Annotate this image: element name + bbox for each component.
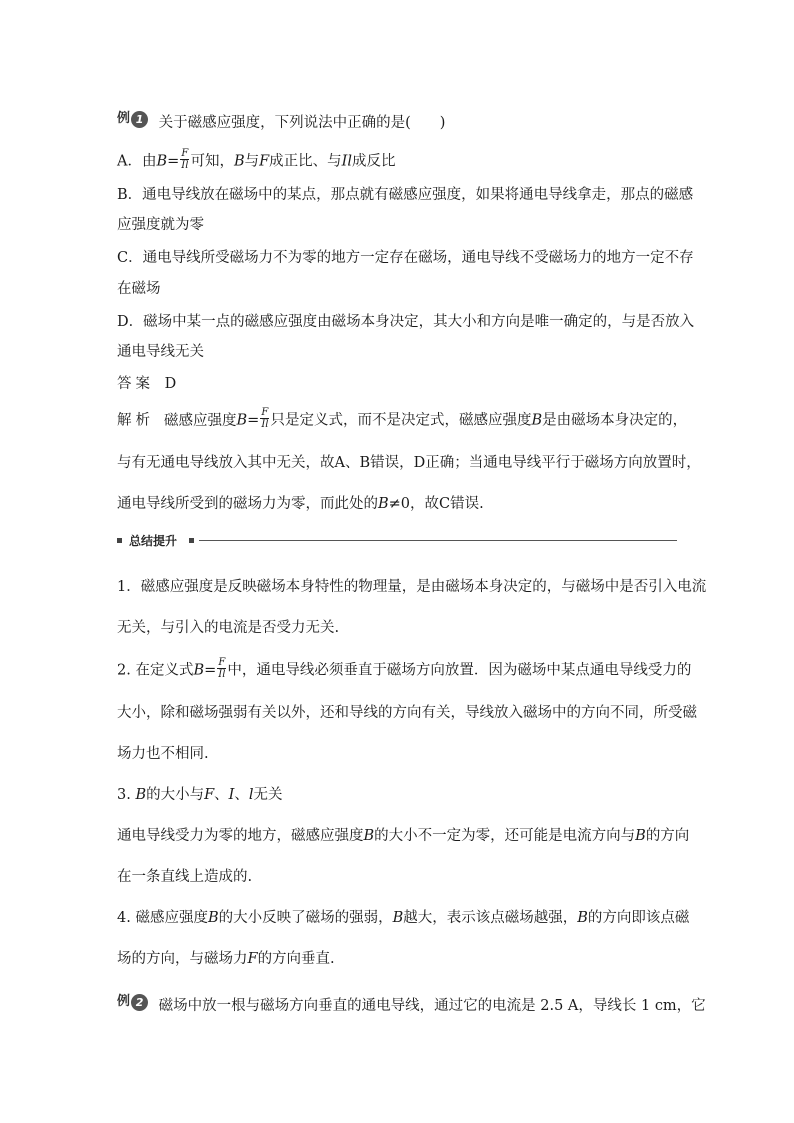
example1-question: 关于磁感应强度，下列说法中正确的是( ) — [158, 115, 446, 131]
option-c-line2: 在磁场 — [117, 281, 161, 297]
summary-header — [117, 534, 677, 548]
summary-point1-line1: 1．磁感应强度是反映磁场本身特性的物理量，是由磁场本身决定的，与磁场中是否引入电流 — [117, 579, 707, 595]
example2-question-line — [117, 996, 706, 1017]
fraction-f-over-il: $\frac{F}{Il}$ — [218, 657, 226, 680]
example2-badge — [117, 992, 148, 1012]
square-bullet-icon — [117, 538, 122, 543]
option-a: A．由B= $\frac{F}{Il}$ 可知，B与F成正比、与Il成反比 — [117, 148, 396, 171]
option-b-line2: 应强度就为零 — [117, 217, 204, 233]
summary-point3-line1: 3. B的大小与F、I、l无关 — [117, 787, 283, 803]
summary-point3-line2: 通电导线受力为零的地方，磁感应强度B的大小不一定为零，还可能是电流方向与B的方向 — [117, 828, 690, 844]
answer-value: D — [164, 376, 177, 392]
summary-point2-line1: 2. 在定义式B= $\frac{F}{Il}$ 中，通电导线必须垂直于磁场方向放置．因为磁场中某点通电导线受力的 — [117, 657, 692, 680]
summary-point2-line3: 场力也不相同. — [117, 746, 209, 762]
square-bullet-icon — [189, 538, 194, 543]
analysis-line3: 通电导线所受到的磁场力为零，而此处的B≠0，故C错误. — [117, 496, 484, 512]
answer-line — [117, 374, 176, 394]
divider — [199, 540, 677, 541]
example-number-icon: 2 — [131, 994, 148, 1011]
summary-title: 总结提升 — [129, 534, 178, 548]
example-label: 例 — [117, 994, 131, 1009]
analysis-line1: 解析 磁感应强度B= $\frac{F}{Il}$ 只是定义式，而不是决定式，磁感应强度B是由磁场本身决定的， — [117, 407, 688, 430]
option-d-line1: D．磁场中某一点的磁感应强度由磁场本身决定，其大小和方向是唯一确定的，与是否放入 — [117, 314, 695, 330]
answer-label: 答案 — [117, 376, 154, 392]
summary-point1-line2: 无关，与引入的电流是否受力无关. — [117, 620, 340, 636]
analysis-line2: 与有无通电导线放入其中无关，故A、B错误，D正确；当通电导线平行于磁场方向放置时， — [117, 455, 701, 471]
example-label: 例 — [117, 111, 131, 126]
option-c-line1: C．通电导线所受磁场力不为零的地方一定存在磁场，通电导线不受磁场力的地方一定不存 — [117, 250, 694, 266]
summary-point4-line2: 场的方向，与磁场力F的方向垂直. — [117, 951, 335, 967]
fraction-f-over-il: $\frac{F}{Il}$ — [261, 407, 269, 430]
summary-point3-line3: 在一条直线上造成的. — [117, 869, 253, 885]
equals-sign: = — [167, 153, 180, 170]
analysis-label: 解析 — [117, 412, 154, 429]
option-d-line2: 通电导线无关 — [117, 344, 204, 360]
variable-b: B — [156, 153, 168, 170]
summary-point2-line2: 大小，除和磁场强弱有关以外，还和导线的方向有关，导线放入磁场中的方向不同，所受磁 — [117, 705, 697, 721]
fraction-f-over-il: $\frac{F}{Il}$ — [181, 148, 189, 171]
example2-question: 磁场中放一根与磁场方向垂直的通电导线，通过它的电流是 2.5 A，导线长 1 cm，它 — [158, 998, 706, 1014]
example1-badge — [117, 109, 148, 129]
summary-point4-line1: 4. 磁感应强度B的大小反映了磁场的强弱，B越大，表示该点磁场越强，B的方向即该点磁 — [117, 910, 690, 926]
option-a-prefix: A．由 — [117, 153, 157, 170]
example1-question-line — [117, 113, 445, 134]
example-number-icon: 1 — [131, 111, 148, 128]
option-b-line1: B．通电导线放在磁场中的某点，那点就有磁感应强度，如果将通电导线拿走，那点的磁感 — [117, 187, 694, 203]
